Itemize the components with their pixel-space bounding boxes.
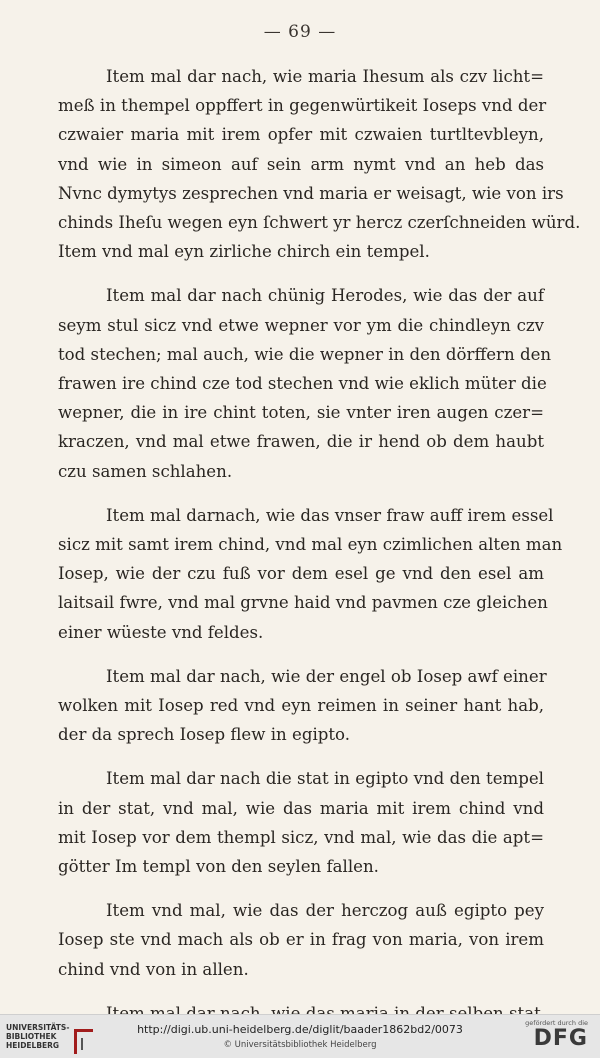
text-line: Item mal dar nach die stat in egipto vnd den tempel bbox=[106, 769, 544, 789]
paragraph bbox=[58, 62, 581, 266]
text-line: meß in thempel oppffert in gegenwürtikeit Ioseps vnd der bbox=[58, 96, 547, 116]
text-line: Item vnd mal, wie das der herczog auß egipto pey bbox=[106, 901, 544, 921]
text-line: wolken mit Iosep red vnd eyn reimen in seiner hant hab, bbox=[58, 696, 544, 716]
text-line: Item mal darnach, wie das vnser fraw auff irem essel bbox=[106, 505, 554, 525]
library-name: UNIVERSITÄTS- BIBLIOTHEK HEIDELBERG bbox=[6, 1023, 70, 1050]
page-number: — 69 — bbox=[263, 22, 337, 42]
text-line: der da sprech Iosep flew in egipto. bbox=[58, 725, 351, 745]
copyright-notice: © Universitätsbibliothek Heidelberg bbox=[223, 1040, 377, 1050]
dfg-logo[interactable] bbox=[524, 1019, 588, 1055]
dfg-logo-icon: DFG bbox=[533, 1026, 588, 1051]
text-line: chind vnd von in allen. bbox=[58, 959, 249, 979]
text-line: czwaier maria mit irem opfer mit czwaien turtltevbleyn, bbox=[58, 125, 544, 145]
text-line: Item vnd mal eyn zirliche chirch ein tempel. bbox=[58, 242, 430, 262]
text-line: sicz mit samt irem chind, vnd mal eyn czimlichen alten man bbox=[58, 535, 563, 555]
text-line: chinds Iheſu wegen eyn ſchwert yr hercz czerſchneiden würd. bbox=[58, 213, 581, 233]
viewer-footer bbox=[0, 1014, 600, 1058]
text-line: czu samen schlahen. bbox=[58, 461, 233, 481]
text-line: Iosep, wie der czu fuß vor dem esel ge vnd den esel am bbox=[58, 564, 544, 584]
text-line: einer wüeste vnd feldes. bbox=[58, 622, 264, 642]
text-line: kraczen, vnd mal etwe frawen, die ir hend ob dem haubt bbox=[58, 432, 544, 452]
text-line: wepner, die in ire chint toten, sie vnter iren augen czer= bbox=[58, 403, 544, 423]
text-line: Nvnc dymytys zesprechen vnd maria er weisagt, wie von irs bbox=[58, 183, 564, 203]
permalink-url[interactable]: http://digi.ub.uni-heidelberg.de/diglit/baader1862bd2/0073 bbox=[137, 1023, 463, 1036]
text-line: Item mal dar nach, wie maria Ihesum als czv licht= bbox=[106, 67, 544, 86]
text-line: laitsail fwre, vnd mal grvne haid vnd pavmen cze gleichen bbox=[58, 593, 548, 613]
text-line: Iosep ste vnd mach als ob er in frag von maria, von irem bbox=[58, 930, 544, 950]
paragraph bbox=[58, 896, 544, 984]
text-line: in der stat, vnd mal, wie das maria mit irem chind vnd bbox=[58, 798, 544, 818]
paragraph bbox=[58, 281, 552, 485]
paragraph bbox=[58, 764, 544, 881]
paragraph bbox=[58, 662, 547, 750]
paragraph bbox=[58, 501, 563, 647]
text-line: tod stechen; mal auch, wie die wepner in den dörffern den bbox=[58, 344, 552, 364]
text-line: Item mal dar nach, wie der engel ob Iosep awf einer bbox=[106, 666, 547, 686]
funding-note: gefördert durch die bbox=[525, 1019, 588, 1027]
text-line: frawen ire chind cze tod stechen vnd wie eklich müter die bbox=[58, 374, 547, 394]
text-line: mit Iosep vor dem thempl sicz, vnd mal, wie das die apt= bbox=[58, 827, 544, 847]
text-line: götter Im templ von den seylen fallen. bbox=[58, 857, 379, 877]
text-line: seym stul sicz vnd etwe wepner vor ym die chindleyn czv bbox=[58, 315, 544, 335]
text-line: vnd wie in simeon auf sein arm nymt vnd an heb das bbox=[58, 154, 544, 174]
text-line: Item mal dar nach chünig Herodes, wie das der auf bbox=[106, 286, 544, 306]
